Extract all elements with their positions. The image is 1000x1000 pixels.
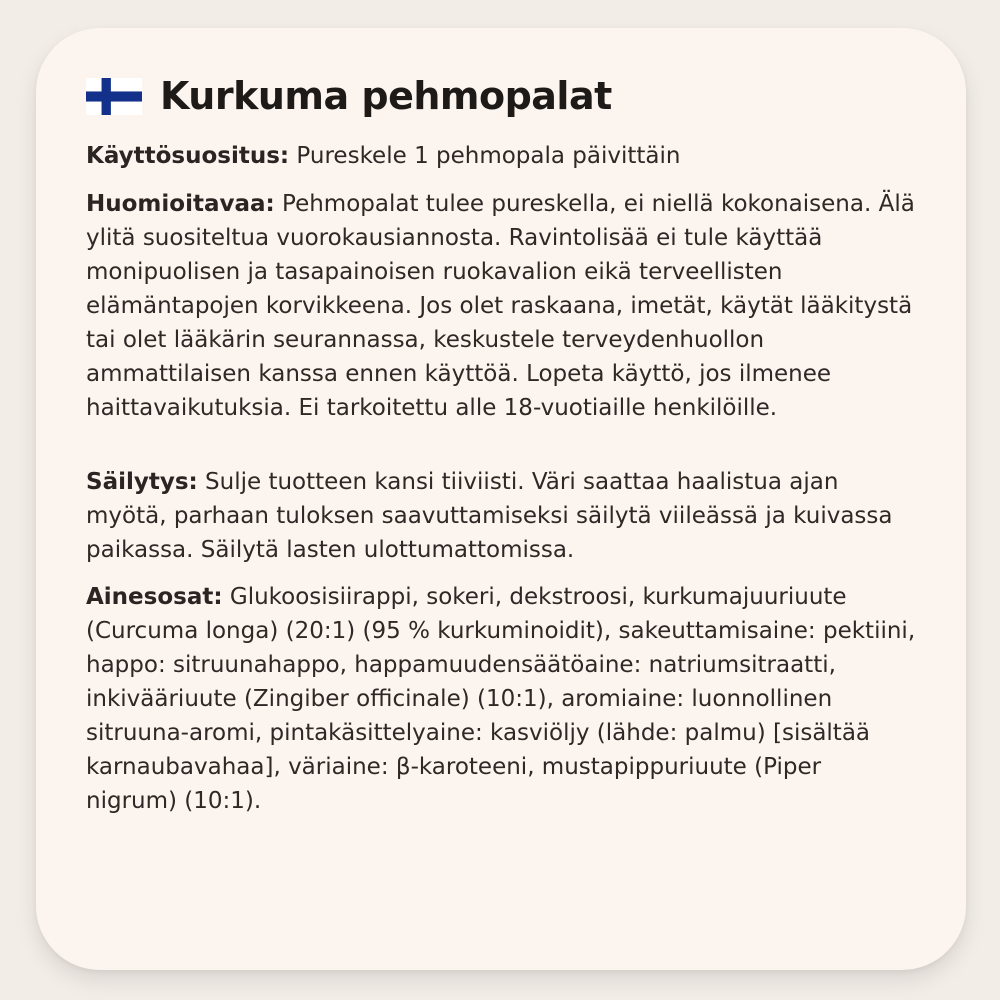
storage-text: Sulje tuotteen kansi tiiviisti. Väri saattaa haalistua ajan myötä, parhaan tuloksen saavuttamiseksi säilytä viileässä ja kuivassa paikassa. Säilytä lasten ulottumattomissa. (86, 469, 893, 563)
usage-label: Käyttösuositus: (86, 143, 290, 169)
warnings-label: Huomioitavaa: (86, 191, 275, 217)
finland-flag-icon (86, 78, 142, 115)
storage-label: Säilytys: (86, 469, 198, 495)
warnings-text: Pehmopalat tulee pureskella, ei niellä kokonaisena. Älä ylitä suositeltua vuorokausiannosta. Ravintolisää ei tule käyttää monipuolisen ja tasapainoisen ruokavalion eikä terveellisten elämäntapojen korvikkeena. Jos olet raskaana, imetät, käytät lääkitystä tai olet lääkärin seurannassa, keskustele terveydenhuollon ammattilaisen kanssa ennen käyttöä. Lopeta käyttö, jos ilmenee haittavaikutuksia. Ei tarkoitettu alle 18-vuotiaille henkilöille. (86, 191, 915, 421)
usage-section (86, 139, 916, 173)
product-title: Kurkuma pehmopalat (160, 74, 612, 118)
ingredients-text: Glukoosisiirappi, sokeri, dekstroosi, kurkumajuuriuute (Curcuma longa) (20:1) (95 % kurkuminoidit), sakeuttamisaine: pektiini, happo: sitruunahappo, happamuudensäätöaine: natriumsitraatti, inkivääriuute (Zingiber officinale) (10:1), aromiaine: luonnollinen sitruuna-aromi, pintakäsittelyaine: kasviöljy (lähde: palmu) [sisältää karnaubavahaa], väriaine: β-karoteeni, mustapippuriuute (Piper nigrum) (10:1). (86, 584, 916, 814)
ingredients-label: Ainesosat: (86, 584, 223, 610)
ingredients-section (86, 580, 916, 818)
usage-text: Pureskele 1 pehmopala päivittäin (289, 143, 681, 169)
product-info-card (36, 28, 966, 970)
warnings-section (86, 187, 916, 425)
title-row (86, 68, 916, 124)
storage-section (86, 465, 916, 567)
